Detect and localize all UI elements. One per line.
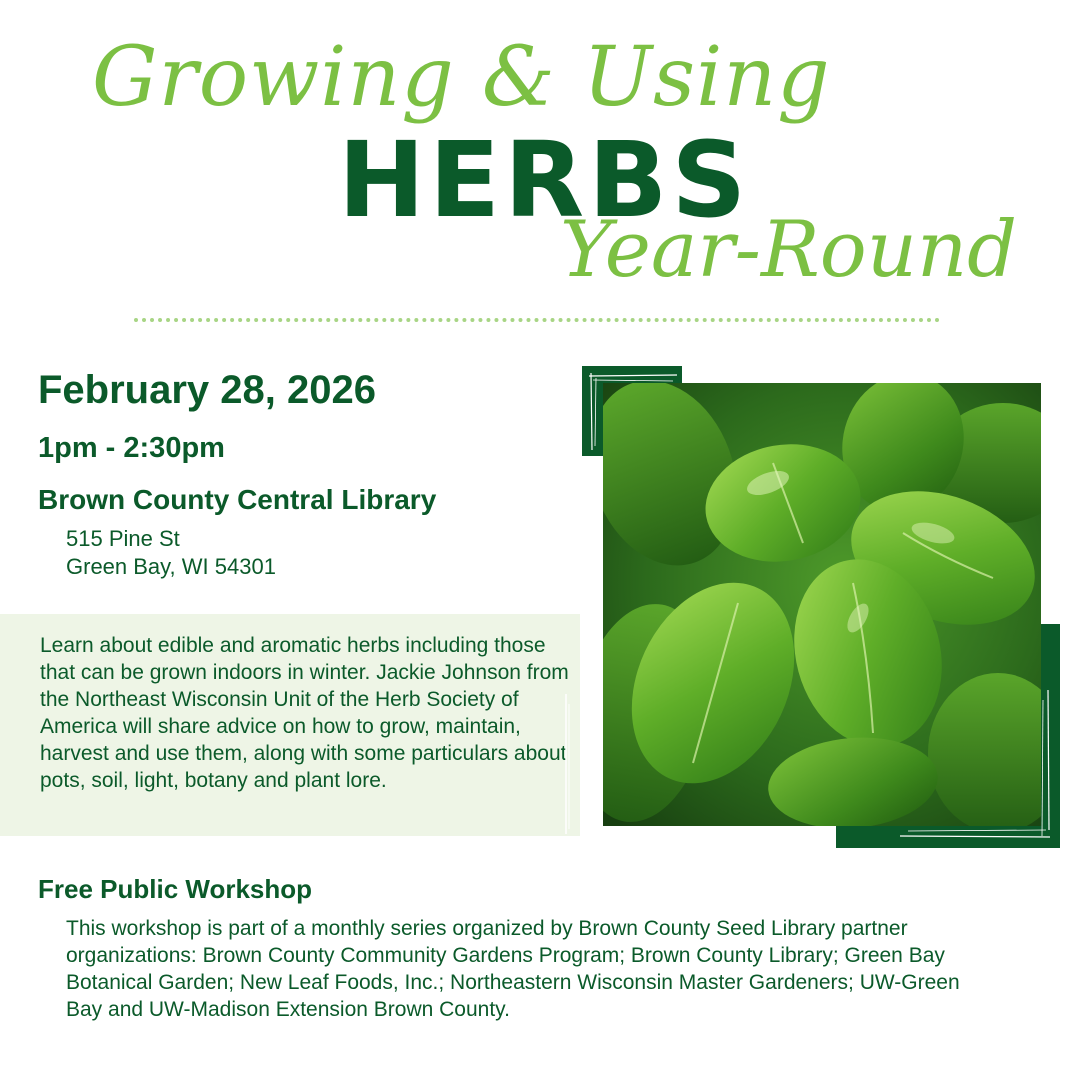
title-herbs: HERBS bbox=[338, 119, 751, 241]
event-time: 1pm - 2:30pm bbox=[38, 432, 225, 464]
basil-photo bbox=[603, 383, 1041, 826]
event-date: February 28, 2026 bbox=[38, 368, 376, 412]
workshop-heading: Free Public Workshop bbox=[38, 874, 313, 904]
title-line-1: Growing & Using bbox=[92, 30, 831, 125]
event-venue: Brown County Central Library bbox=[38, 484, 437, 515]
dotted-divider bbox=[134, 318, 940, 322]
description-text: Learn about edible and aromatic herbs including those that can be grown indoors in winter. Jackie Johnson from the Northeast Wisconsin Unit of the Herb Society of America will share advice on how to grow, maintain, harvest and use them, along with some particulars about pots, soil, light, botany and plant lore. bbox=[40, 634, 569, 792]
address-line-2: Green Bay, WI 54301 bbox=[66, 554, 276, 579]
workshop-description: This workshop is part of a monthly series organized by Brown County Seed Library partner organizations: Brown County Community Gardens Program; Brown County Library; Green Bay Botanical Garden; New Leaf Foods, Inc.; Northeastern Wisconsin Master Gardeners; UW-Green Bay and UW-Madison Extension Brown County. bbox=[66, 917, 960, 1021]
sketch-lines-decoration bbox=[564, 694, 572, 834]
description-panel bbox=[0, 614, 580, 836]
address-line-1: 515 Pine St bbox=[66, 526, 180, 551]
title-line-3: Year-Round bbox=[560, 205, 1018, 295]
